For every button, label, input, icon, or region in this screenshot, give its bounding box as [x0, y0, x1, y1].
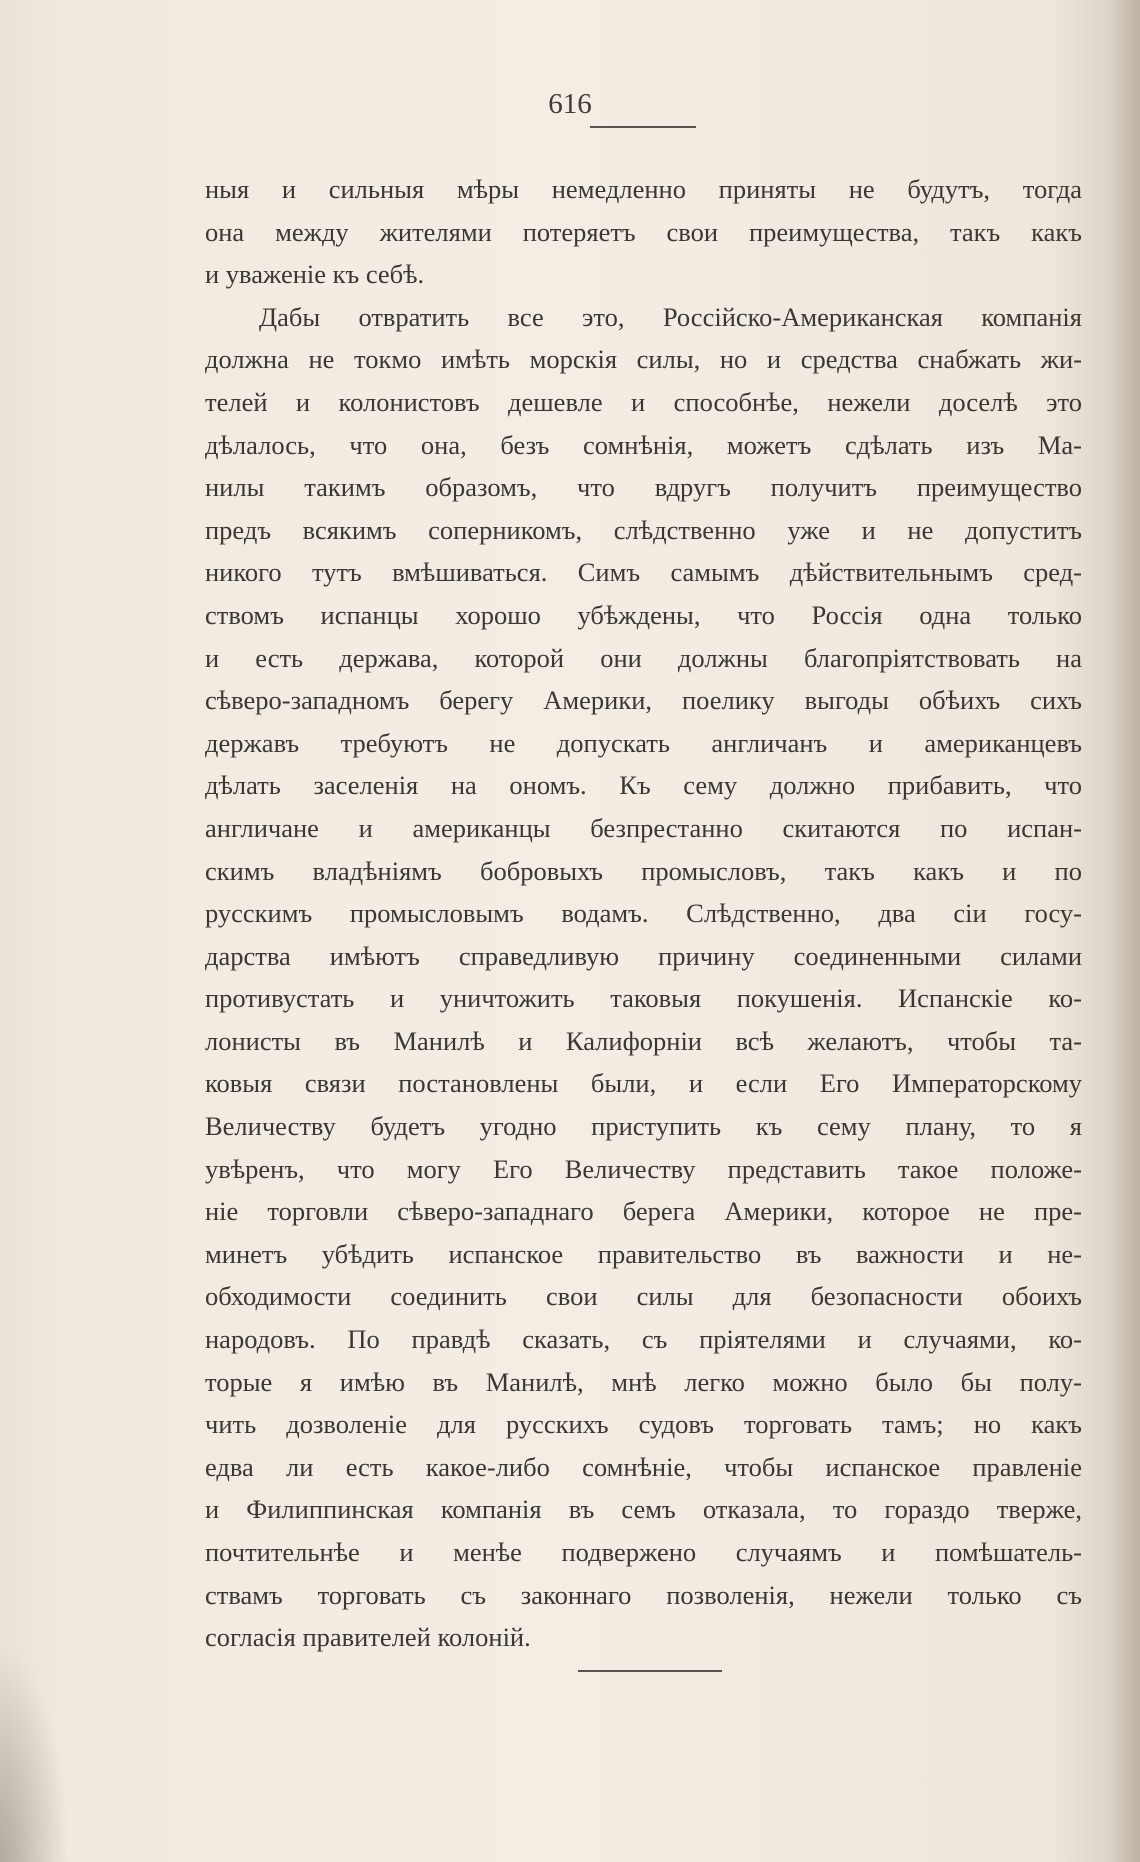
body-text: [205, 168, 1082, 1659]
text-line: англичане и американцы безпрестанно скитаются по испан-: [205, 812, 1082, 843]
text-line: увѣренъ, что могу Его Величеству представить такое положе-: [205, 1153, 1082, 1184]
text-line: чить дозволеніе для русскихъ судовъ торговать тамъ; но какъ: [205, 1409, 1082, 1440]
text-line: дѣлать заселенія на ономъ. Къ сему должно прибавить, что: [205, 770, 1082, 801]
page-corner-shadow: [0, 1642, 70, 1862]
text-line: скимъ владѣніямъ бобровыхъ промысловъ, такъ какъ и по: [205, 855, 1082, 886]
text-line: дарства имѣютъ справедливую причину соединенными силами: [205, 940, 1082, 971]
header-rule: [590, 126, 696, 128]
text-line: минетъ убѣдить испанское правительство въ важности и не-: [205, 1238, 1082, 1269]
text-line: русскимъ промысловымъ водамъ. Слѣдственно, два сіи госу-: [205, 898, 1082, 929]
text-line: и есть держава, которой они должны благопріятствовать на: [205, 642, 1082, 673]
text-line: Величеству будетъ угодно приступить къ сему плану, то я: [205, 1111, 1082, 1142]
text-line: противустать и уничтожить таковыя покушенія. Испанскіе ко-: [205, 983, 1082, 1014]
text-line: дѣлалось, что она, безъ сомнѣнія, можетъ сдѣлать изъ Ма-: [205, 429, 1082, 460]
text-line: лонисты въ Манилѣ и Калифорніи всѣ желаютъ, чтобы та-: [205, 1025, 1082, 1056]
text-line: ніе торговли сѣверо-западнаго берега Америки, которое не пре-: [205, 1196, 1082, 1227]
text-line: торые я имѣю въ Манилѣ, мнѣ легко можно было бы полу-: [205, 1366, 1082, 1397]
footer-rule: [578, 1670, 722, 1672]
text-line: сѣверо-западномъ берегу Америки, поелику выгоды обѣихъ сихъ: [205, 685, 1082, 716]
text-line: едва ли есть какое-либо сомнѣніе, чтобы испанское правленіе: [205, 1451, 1082, 1482]
text-line: ствамъ торговать съ законнаго позволенія, нежели только съ: [205, 1579, 1082, 1610]
paragraph-start-line: Дабы отвратить все это, Россійско-Американская компанія: [259, 301, 1082, 332]
text-line: должна не токмо имѣть морскія силы, но и средства снабжать жи-: [205, 344, 1082, 375]
text-line: нилы такимъ образомъ, что вдругъ получитъ преимущество: [205, 472, 1082, 503]
text-line: ковыя связи постановлены были, и если Его Императорскому: [205, 1068, 1082, 1099]
page-number: 616: [548, 88, 592, 120]
text-line: предъ всякимъ соперникомъ, слѣдственно уже и не допуститъ: [205, 514, 1082, 545]
text-line: ныя и сильныя мѣры немедленно приняты не будутъ, тогда: [205, 174, 1082, 204]
text-line: телей и колонистовъ дешевле и способнѣе, нежели доселѣ это: [205, 386, 1082, 417]
text-line: державъ требуютъ не допускать англичанъ и американцевъ: [205, 727, 1082, 758]
text-line: народовъ. По правдѣ сказать, съ пріятелями и случаями, ко-: [205, 1324, 1082, 1355]
text-line: и уваженіе къ себѣ.: [205, 259, 425, 290]
text-line: обходимости соединить свои силы для безопасности обоихъ: [205, 1281, 1082, 1312]
text-line: согласія правителей колоній.: [205, 1622, 531, 1653]
text-line: почтительнѣе и менѣе подвержено случаямъ и помѣшатель-: [205, 1537, 1082, 1567]
text-line: и Филиппинская компанія въ семъ отказала, то гораздо тверже,: [205, 1494, 1082, 1525]
text-line: никого тутъ вмѣшиваться. Симъ самымъ дѣйствительнымъ сред-: [205, 557, 1082, 588]
page-edge-shadow: [1106, 0, 1140, 1862]
text-line: она между жителями потеряетъ свои преимущества, такъ какъ: [205, 216, 1082, 247]
text-line: ствомъ испанцы хорошо убѣждены, что Россія одна только: [205, 599, 1082, 630]
